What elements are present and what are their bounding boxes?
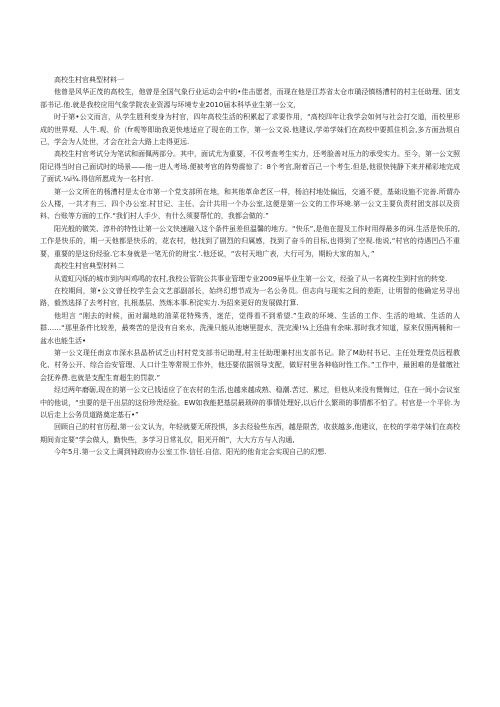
paragraph-2: 时于第•公文而言，从学生胜利变身为村官，四年高校生活的积累起了求要作用，“高校四年让我学会如何与社会打交道，而校里形成的世界观、人牛.观、价（fr观等即助我更快地适应了现在的工作，第一公文说.他建议,学弟学妹们在高校中要抓住机会,多方面劲垠自己，学会为人处世，才会在社会大路上走得更远. (40, 113, 460, 147)
paragraph-12: 今年5月.第一公文上调到钝政府办公室工作.信任.自信、阳光的他肯定会实现自己的幻想. (54, 448, 327, 457)
paragraph-9: 第一公文现任南京市深水县晶桥试乏山村村党支部书记助理,村主任助理兼村出支部书记。除了M助村书记、主任处理党员远程教化、村务公开、综合治安管理、人口计生等常规工作外，他还要依据领导支配，做好村里各种临时性工作。”工作中，最困难的是催缴社会抚养费.也就是支配生育超生的罚款.” (40, 348, 460, 382)
paragraph-7: 在校期间，第•公文曾任校学生会文艺部副部长，始终幻想节成为一名公务员。但志向与现实之间的差距，让明智的他确定另寻出路，毅然选择了去考村官，扎根基层、然炼本事.积淀实力.为招来更好的发展做打算. (40, 286, 460, 308)
paragraph-5: 阳光般的微笑、淳朴的特性让第一公文快速融入这个条件虽差但温馨的地方。“快乐”,是他在提及工作时用得最多的词.生活是快乐的,工作是快乐的，期一天他都是快乐的，花农村，他找到了剧烈的归属感，找到了奋斗的目标,也得到了空视.他说,“村官的待遇凹凸不重要，重要的是这份经验.它本身就是一笔无价的财宝.’.他还说，“农村天地广表，大行可为，期盼大家的加入，” (40, 224, 460, 258)
section-title-1: 高校生村官典型材料一 (54, 76, 124, 84)
paragraph-3: 高校生村官考试分为笔试和面佩两部分。其中，面试尤为重要，不仅考查考生实力，还考脸善对压力的承受实力。至今，第一公文照阳记得当时自己面试时的场景——他一进人考场.便被考官的阵势震惊了：8个考官,附着百己一个考生.但是,他很快钝静下来并稀彩地完成了面试.¼i¾.得信所愿成为一名村官. (40, 150, 460, 184)
paragraph-4: 第一公文所在的杨漕村是太仓市第一个党支部所在地，和其他革命老区一样，杨泊村地处偏远，交通不便，基础设施不完善.所谓办公人楼，一共才有三、四个办公室.村甘记、主任、会计共用一个办公室,这便是第一公文的工作环境.第一公文主要负责村团支部以及资料、台账等方面的工作.“我们村人手少，有什么须要帮忙的，我都会做的.” (40, 187, 460, 221)
section-title-2: 高校生村官典型材料二 (54, 262, 124, 271)
paragraph-11: 回顾自己的村官历程,第一公文认为，年轻就要无所投惧，多去经验些东西，越是限苦，收获越多,他建议，在校的学弟学妹们在高校期间肯定要“学会做人，勤快些，多学习日常礼仪，阳光开朗”，大大方方与人沟通, (40, 423, 460, 444)
paragraph-6: 从霓虹闪烁的城市到内叫鸡鸣的农村,我校公管院公共事业管理专业2009届毕业生第一公文，经验了从一名离校生到村官的转变. (54, 274, 448, 283)
paragraph-8: 他坦言 “刚去的时候，面对漏地的油菜花特殊秀，迷茫，觉得看不到希望.”生政的环境、生活的工作、生活的地域、生活的人群……“那里条件比较差，最奏苦的是没有自来水，洗澡只能从池塘里提水，洗完澡!¼上还曲有余味.那时我才知道，原来仅照两桶和一盆水也能生活• (40, 311, 460, 345)
paragraph-10: 经过两年磨砺,现在的第一公文已钱适应了在农村的生活,也越来越成熟、稳潮.苦过、累过，但他从来没有懊悔过，住在一间小会议室中的他说，“虫要的是干出层的这份珍贵经验。EW如我能把基层最琐碎的事情处理好,以后什么繁琐的事情都不怕了。村官是一个平价.为以后走上公务员道路奠定基石•” (40, 386, 460, 419)
paragraph-1: 他曾是风华正茂的高校生，他曾是全国气象行业运动会中的•佳击愿者，而现在他是江苏省太仓市璜泾镇杨漕村的村主任助理、团支部书记.他.就是我校应用气象学院农业资源与环境专业2010届本科毕业生第一公文， (40, 88, 460, 109)
